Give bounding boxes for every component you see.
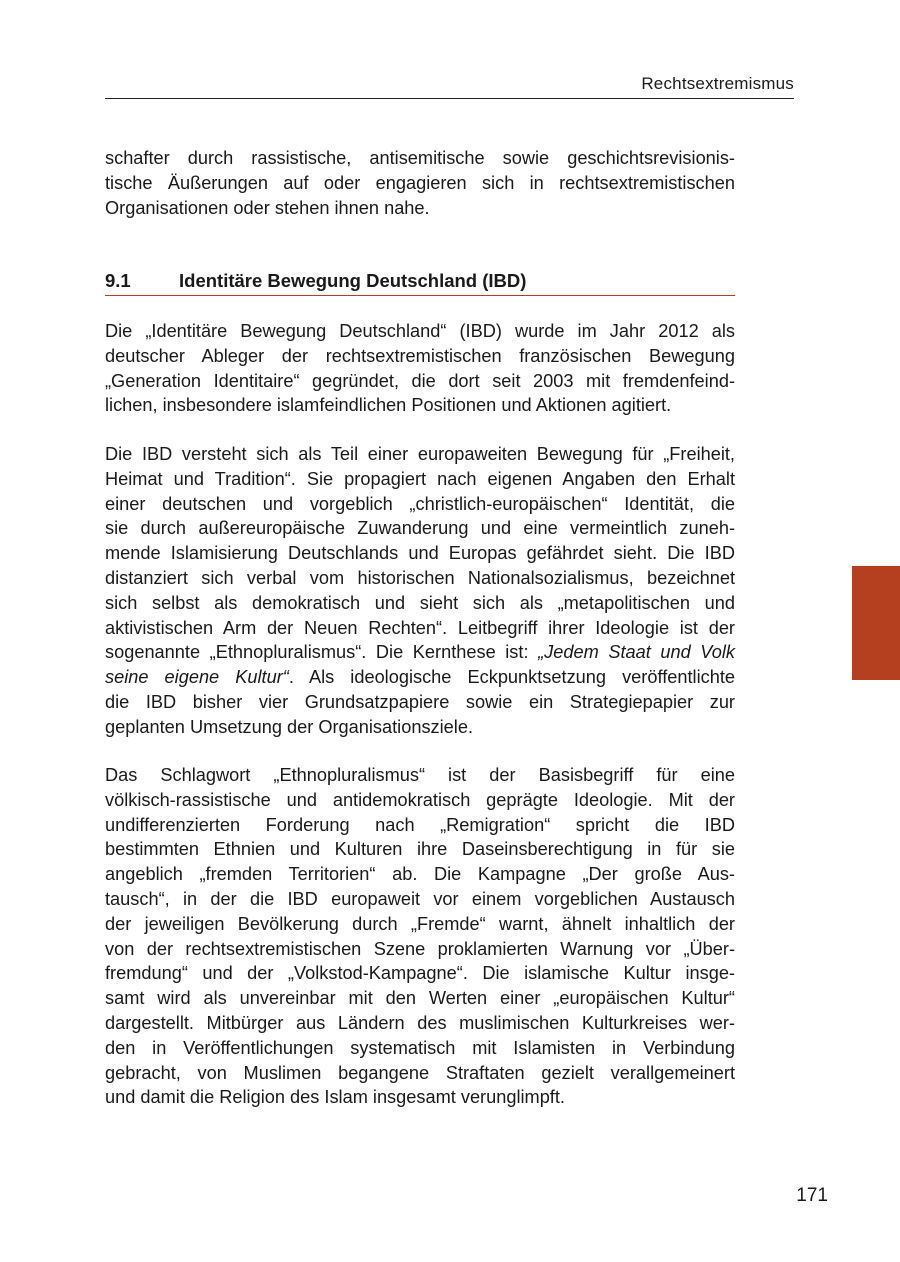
text-line: der jeweiligen Bevölkerung durch „Fremde“ warnt, ähnelt inhaltlich der	[105, 913, 735, 934]
quote-italic: „Jedem Staat und Volk	[538, 642, 735, 663]
text-line: und damit die Religion des Islam insgesamt verunglimpft.	[105, 1087, 565, 1108]
text-line	[105, 640, 735, 665]
chapter-thumb-tab	[852, 566, 900, 680]
text-line: bestimmten Ethnien und Kulturen ihre Daseinsberechtigung in für sie	[105, 839, 735, 860]
section-number: 9.1	[105, 270, 131, 291]
text-line: Die „Identitäre Bewegung Deutschland“ (IBD) wurde im Jahr 2012 als	[105, 321, 735, 341]
section-heading	[105, 270, 735, 296]
text-line: einer deutschen und vorgeblich „christlich-europäischen“ Identität, die	[105, 493, 735, 514]
text-line	[105, 665, 735, 690]
text-line: völkisch-rassistische und antidemokratisch geprägte Ideologie. Mit der	[105, 789, 735, 810]
text-line: Heimat und Tradition“. Sie propagiert nach eigenen Angaben den Erhalt	[105, 468, 735, 489]
text-line: sich selbst als demokratisch und sieht sich als „metapolitischen und	[105, 592, 735, 613]
text-line: undifferenzierten Forderung nach „Remigration“ spricht die IBD	[105, 814, 735, 835]
text-line: deutscher Ableger der rechtsextremistischen französischen Bewegung	[105, 345, 735, 366]
text-segment: . Als ideologische Eckpunktsetzung veröffentlichte	[288, 667, 735, 688]
text-segment: sogenannte „Ethnopluralismus“. Die Kernthese ist:	[105, 642, 539, 663]
paragraph-3	[105, 763, 735, 1110]
text-line: gebracht, von Muslimen begangene Straftaten gezielt verallgemeinert	[105, 1062, 735, 1083]
text-line: aktivistischen Arm der Neuen Rechten“. Leitbegriff ihrer Ideologie ist der	[105, 617, 735, 638]
paragraph-1	[105, 319, 735, 418]
text-line: Die IBD versteht sich als Teil einer europaweiten Bewegung für „Freiheit,	[105, 444, 735, 464]
text-line: tausch“, in der die IBD europaweit vor einem vorgeblichen Austausch	[105, 888, 735, 909]
text-line: angeblich „fremden Territorien“ ab. Die Kampagne „Der große Aus-	[105, 864, 735, 885]
paragraph-2	[105, 442, 735, 740]
text-line: sie durch außereuropäische Zuwanderung und eine vermeintlich zuneh-	[105, 518, 735, 539]
text-line: fremdung“ und der „Volkstod-Kampagne“. Die islamische Kultur insge-	[105, 963, 735, 984]
page-number: 171	[796, 1185, 828, 1206]
text-line: „Generation Identitaire“ gegründet, die dort seit 2003 mit fremdenfeind-	[105, 370, 735, 391]
text-line: dargestellt. Mitbürger aus Ländern des muslimischen Kulturkreises wer-	[105, 1012, 735, 1033]
quote-italic: seine eigene Kultur“	[105, 667, 289, 688]
text-line: distanziert sich verbal vom historischen Nationalsozialismus, bezeichnet	[105, 567, 735, 588]
running-header-title: Rechtsextremismus	[641, 74, 794, 93]
text-line: samt wird als unvereinbar mit den Werten einer „europäischen Kultur“	[105, 988, 735, 1009]
text-line: Organisationen oder stehen ihnen nahe.	[105, 197, 430, 218]
text-line: geplanten Umsetzung der Organisationsziele.	[105, 716, 474, 737]
section-title: Identitäre Bewegung Deutschland (IBD)	[179, 270, 527, 291]
text-line: Das Schlagwort „Ethnopluralismus“ ist der Basisbegriff für eine	[105, 765, 735, 785]
text-line: mende Islamisierung Deutschlands und Europas gefährdet sieht. Die IBD	[105, 543, 735, 564]
text-line: tische Äußerungen auf oder engagieren sich in rechtsextremistischen	[105, 172, 735, 193]
header-rule	[105, 98, 794, 99]
text-line: lichen, insbesondere islamfeindlichen Positionen und Aktionen agitiert.	[105, 395, 672, 416]
text-line: von der rechtsextremistischen Szene proklamierten Warnung vor „Über-	[105, 938, 735, 959]
text-line: die IBD bisher vier Grundsatzpapiere sowie ein Strategiepapier zur	[105, 691, 735, 712]
intro-paragraph	[105, 146, 735, 220]
text-line: den in Veröffentlichungen systematisch mit Islamisten in Verbindung	[105, 1037, 735, 1058]
text-line: schafter durch rassistische, antisemitische sowie geschichtsrevisionis-	[105, 148, 735, 168]
